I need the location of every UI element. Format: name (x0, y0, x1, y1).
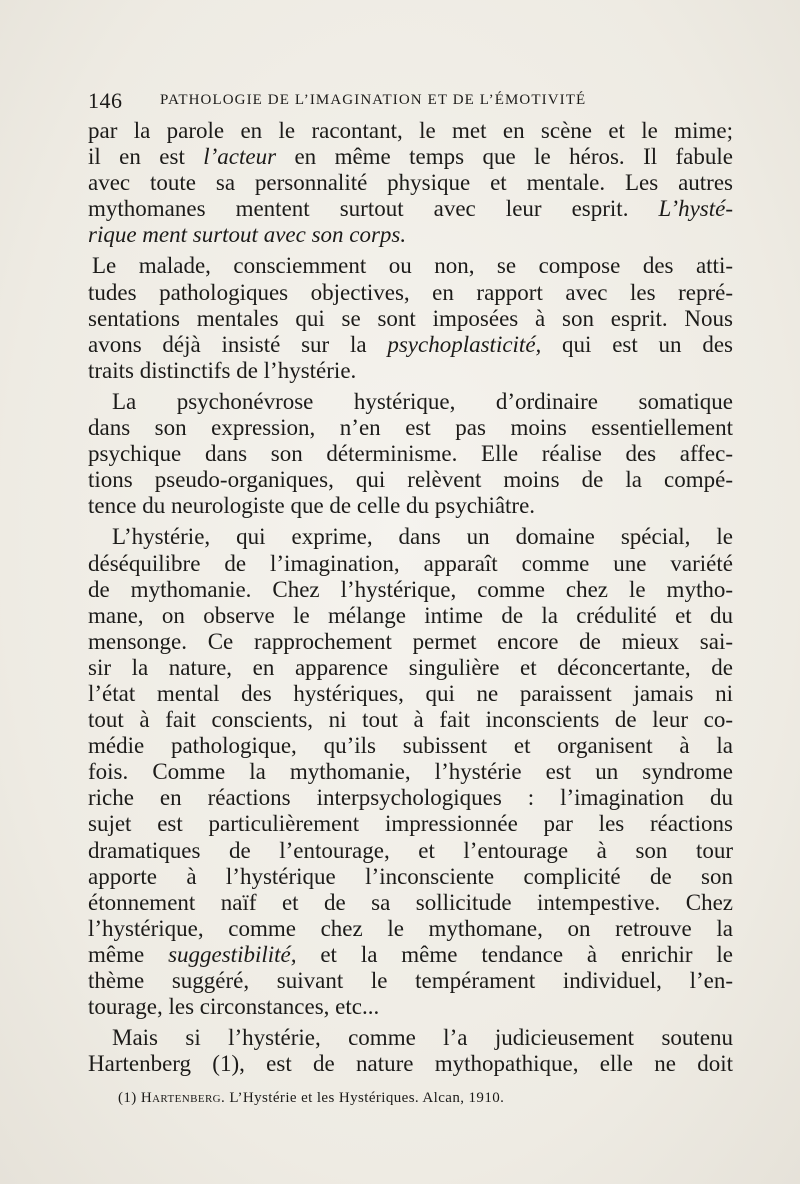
text-line: traits distinctifs de l’hystérie. (88, 357, 357, 383)
body-text (88, 118, 733, 1077)
text-line: par la parole en le racontant, le met en scène et le mime; (88, 118, 733, 143)
text-line: tions pseudo-organiques, qui relèvent moins de la compé- (88, 467, 733, 493)
text-line: sir la nature, en apparence singulière et déconcertante, de (88, 654, 733, 680)
italic-term: psychoplasticité, (387, 331, 542, 357)
text-line: de mythomanie. Chez l’hystérique, comme chez le mytho- (88, 576, 733, 602)
italic-term: l’acteur (203, 144, 277, 170)
text-line: étonnement naïf et de sa sollicitude intempestive. Chez (88, 889, 733, 915)
text-line (88, 222, 733, 248)
footnote-text: L’Hystérie et les Hystériques. Alcan, 1910. (229, 1090, 505, 1106)
text-line: l’état mental des hystériques, qui ne paraissent jamais ni (88, 680, 733, 706)
text-line: tout à fait conscients, ni tout à fait inconscients de leur co- (88, 707, 733, 733)
text-line: Hartenberg (1), est de nature mythopathique, elle ne doit (88, 1051, 733, 1077)
text-line: même suggestibilité, et la même tendance à enrichir le (88, 941, 733, 967)
text-line: fois. Comme la mythomanie, l’hystérie est un syndrome (88, 759, 733, 785)
page-header (88, 88, 728, 116)
text-line: sujet est particulièrement impressionnée par les réactions (88, 811, 733, 837)
text-line: L’hystérie, qui exprime, dans un domaine spécial, le (112, 524, 733, 550)
footnote (118, 1090, 738, 1107)
text-line: l’hystérique, comme chez le mythomane, on retrouve la (88, 915, 733, 941)
italic-term: suggestibilité, (168, 941, 297, 967)
text-line: sentations mentales qui se sont imposées à son esprit. Nous (88, 305, 733, 331)
text-line: psychique dans son déterminisme. Elle réalise des affec- (88, 441, 733, 467)
text-line: dramatiques de l’entourage, et l’entourage à son tour (88, 837, 733, 863)
footnote-author: Hartenberg. (140, 1090, 226, 1106)
text-line: déséquilibre de l’imagination, apparaît comme une variété (88, 550, 733, 576)
text-line: tence du neurologiste que de celle du psychiâtre. (88, 493, 536, 519)
text-line: La psychonévrose hystérique, d’ordinaire somatique (112, 388, 733, 414)
italic-term: L’hysté- (658, 196, 733, 222)
text-line: avec toute sa personnalité physique et mentale. Les autres (88, 170, 733, 196)
text-line: tourage, les circonstances, etc... (88, 994, 380, 1020)
text-line: tudes pathologiques objectives, en rapport avec les repré- (88, 279, 733, 305)
text-line: il en est l’acteur en même temps que le héros. Il fabule (88, 144, 733, 170)
running-head: PATHOLOGIE DE L’IMAGINATION ET DE L’ÉMOTIVITÉ (160, 92, 587, 108)
text-line: médie pathologique, qu’ils subissent et organisent à la (88, 733, 733, 759)
text-line: thème suggéré, suivant le tempérament individuel, l’en- (88, 968, 733, 993)
text-line: avons déjà insisté sur la psychoplasticité, qui est un des (88, 331, 733, 357)
text-line: mythomanes mentent surtout avec leur esprit. L’hysté- (88, 196, 733, 222)
text-line: dans son expression, n’en est pas moins essentiellement (88, 415, 733, 441)
text-line: apporte à l’hystérique l’inconsciente complicité de son (88, 863, 733, 889)
text-line: Le malade, consciemment ou non, se compose des atti- (92, 253, 733, 279)
text-line: mensonge. Ce rapprochement permet encore de mieux sai- (88, 628, 733, 654)
text-line: riche en réactions interpsychologiques : l’imagination du (88, 785, 733, 811)
page-number: 146 (88, 88, 123, 113)
text-line: Mais si l’hystérie, comme l’a judicieusement soutenu (112, 1025, 733, 1051)
footnote-marker: (1) (118, 1090, 137, 1106)
text-line: mane, on observe le mélange intime de la crédulité et du (88, 602, 733, 628)
italic-term: rique ment surtout avec son corps. (88, 222, 407, 248)
